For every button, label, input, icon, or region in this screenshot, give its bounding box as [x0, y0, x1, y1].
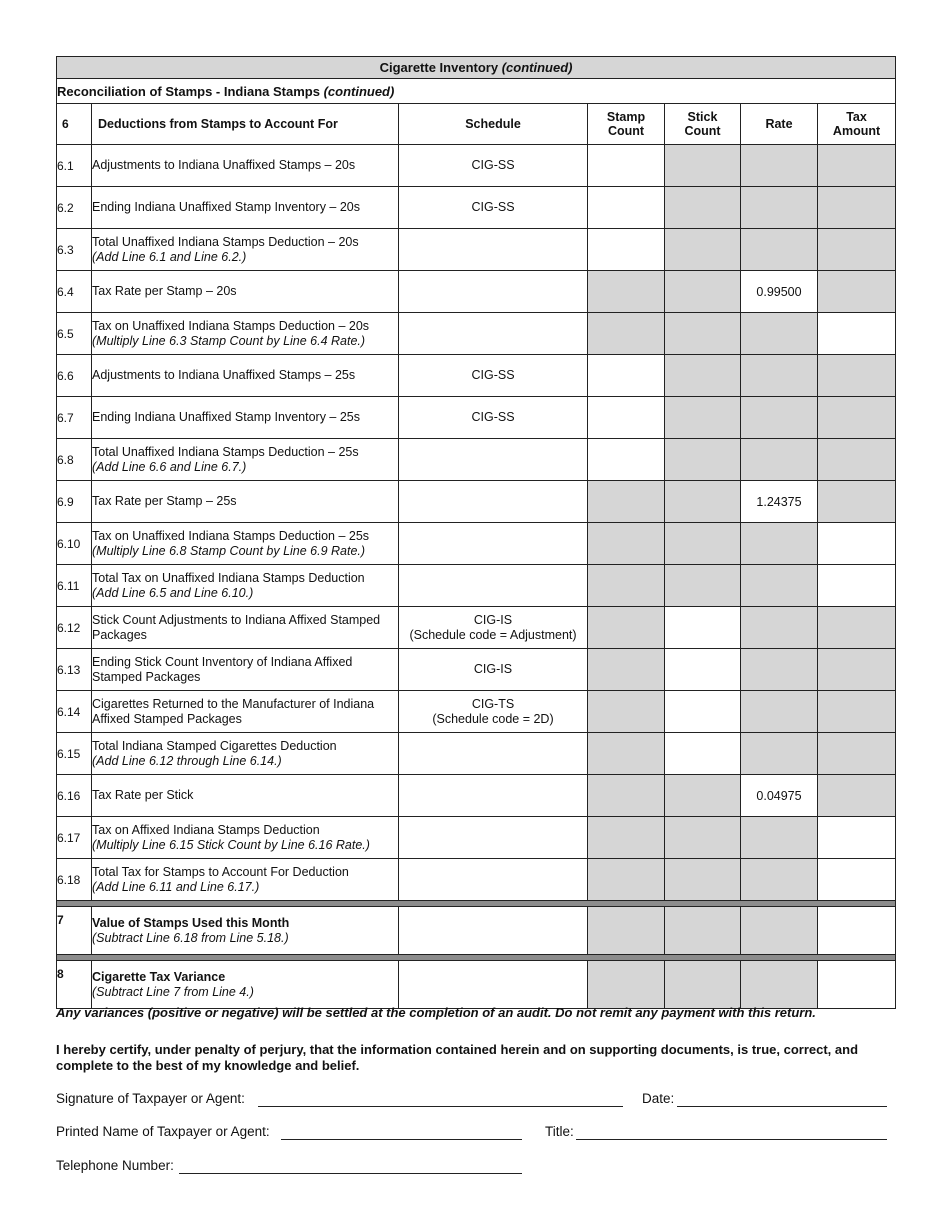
line-instruction: (Multiply Line 6.8 Stamp Count by Line 6.9 Rate.) [92, 543, 366, 558]
date-label: Date: [642, 1091, 675, 1106]
form-title [57, 57, 896, 79]
rate-cell [741, 859, 818, 901]
tax-amount-cell [818, 145, 896, 187]
line-number: 6.14 [57, 691, 92, 733]
line-description-text: Tax on Unaffixed Indiana Stamps Deduction – 25s [92, 528, 370, 543]
stick-count-cell [665, 481, 741, 523]
line-description [92, 313, 399, 355]
schedule-cell [399, 607, 588, 649]
table-row [57, 691, 896, 733]
line-number: 6.4 [57, 271, 92, 313]
col-header-stamp-count-1: Stamp [606, 110, 646, 124]
col-header-stick-count [665, 104, 741, 145]
schedule-cell [399, 775, 588, 817]
schedule-cell [399, 187, 588, 229]
schedule-code: CIG-IS [473, 612, 513, 627]
schedule-code: CIG-SS [471, 410, 515, 424]
line-instruction: (Subtract Line 7 from Line 4.) [92, 984, 254, 999]
table-row [57, 775, 896, 817]
line-description [92, 775, 399, 817]
rate-cell [741, 397, 818, 439]
stamp-count-cell [588, 271, 665, 313]
line-number: 6.11 [57, 565, 92, 607]
line-instruction: (Add Line 6.5 and Line 6.10.) [92, 585, 254, 600]
column-header-row [57, 104, 896, 145]
rate-cell [741, 187, 818, 229]
stamp-count-cell [588, 649, 665, 691]
stick-count-cell[interactable] [665, 733, 741, 775]
schedule-code: CIG-IS [473, 662, 513, 676]
line-description [92, 859, 399, 901]
schedule-cell [399, 481, 588, 523]
table-row [57, 607, 896, 649]
schedule-cell [399, 565, 588, 607]
line-instruction: (Add Line 6.1 and Line 6.2.) [92, 249, 247, 264]
line-instruction: (Multiply Line 6.3 Stamp Count by Line 6.4 Rate.) [92, 333, 366, 348]
line-number: 6.9 [57, 481, 92, 523]
line-description-text: Tax Rate per Stamp – 20s [92, 284, 237, 298]
col-header-line: 6 [57, 104, 92, 145]
schedule-cell [399, 397, 588, 439]
schedule-cell [399, 145, 588, 187]
line-description-text: Total Indiana Stamped Cigarettes Deduction [92, 738, 337, 753]
table-row [57, 313, 896, 355]
stamp-count-cell [588, 313, 665, 355]
table-row [57, 817, 896, 859]
line-number: 6.15 [57, 733, 92, 775]
stick-count-cell [665, 355, 741, 397]
line-number: 6.2 [57, 187, 92, 229]
col-header-stamp-count-2: Count [607, 124, 645, 138]
certification-statement: I hereby certify, under penalty of perjury, that the information contained herein and on supporting documents, is true, correct, and complete to the best of my knowledge and belief. [56, 1042, 859, 1073]
line-description [92, 187, 399, 229]
line-number: 8 [57, 961, 92, 1009]
line-number: 6.10 [57, 523, 92, 565]
tax-amount-cell[interactable] [818, 961, 896, 1009]
table-row [57, 145, 896, 187]
schedule-cell [399, 271, 588, 313]
col-header-tax-amount-1: Tax [846, 110, 867, 124]
tax-amount-cell[interactable] [818, 523, 896, 565]
rate-cell [741, 817, 818, 859]
telephone-label: Telephone Number: [56, 1158, 174, 1173]
line-number: 6.7 [57, 397, 92, 439]
schedule-cell [399, 961, 588, 1009]
line-description [92, 523, 399, 565]
col-header-tax-amount-2: Amount [832, 124, 881, 138]
tax-amount-cell [818, 481, 896, 523]
line-description-text: Tax Rate per Stick [92, 788, 194, 802]
rate-cell [741, 961, 818, 1009]
stamp-count-cell [588, 817, 665, 859]
stick-count-cell [665, 229, 741, 271]
schedule-cell [399, 649, 588, 691]
table-row [57, 229, 896, 271]
line-description [92, 691, 399, 733]
line-instruction: (Add Line 6.12 through Line 6.14.) [92, 753, 282, 768]
line-number: 6.13 [57, 649, 92, 691]
schedule-cell [399, 733, 588, 775]
tax-amount-cell [818, 397, 896, 439]
line-description-text: Tax Rate per Stamp – 25s [92, 494, 237, 508]
line-description [92, 145, 399, 187]
form-title-text: Cigarette Inventory [379, 60, 499, 75]
schedule-cell [399, 859, 588, 901]
rate-cell [741, 355, 818, 397]
tax-amount-cell [818, 607, 896, 649]
rate-cell [741, 523, 818, 565]
stamp-count-cell[interactable] [588, 355, 665, 397]
stick-count-cell [665, 397, 741, 439]
line-description-text: Stick Count Adjustments to Indiana Affixed Stamped Packages [92, 612, 381, 642]
stamp-count-cell[interactable] [588, 397, 665, 439]
section-subtitle-suffix: (continued) [323, 83, 395, 99]
line-description [92, 607, 399, 649]
tax-amount-cell[interactable] [818, 907, 896, 955]
total-row [57, 907, 896, 955]
col-header-stick-count-1: Stick [687, 110, 718, 124]
stamp-count-cell [588, 565, 665, 607]
telephone-row [56, 1158, 896, 1176]
rate-cell: 0.99500 [741, 271, 818, 313]
line-description [92, 355, 399, 397]
tax-amount-cell [818, 355, 896, 397]
rate-cell [741, 733, 818, 775]
schedule-code-note: (Schedule code = 2D) [432, 711, 554, 726]
line-number: 6.12 [57, 607, 92, 649]
line-number: 6.16 [57, 775, 92, 817]
date-field[interactable] [677, 1091, 887, 1107]
rate-cell [741, 565, 818, 607]
section-subtitle-text: Reconciliation of Stamps - Indiana Stamps [57, 83, 320, 99]
tax-amount-cell[interactable] [818, 313, 896, 355]
line-description [92, 439, 399, 481]
table-row [57, 481, 896, 523]
schedule-cell [399, 523, 588, 565]
line-instruction: (Add Line 6.6 and Line 6.7.) [92, 459, 247, 474]
stick-count-cell [665, 523, 741, 565]
line-description-text: Adjustments to Indiana Unaffixed Stamps – 25s [92, 368, 356, 382]
stamp-count-cell [588, 691, 665, 733]
tax-amount-cell[interactable] [818, 859, 896, 901]
stamp-count-cell [588, 775, 665, 817]
tax-amount-cell [818, 187, 896, 229]
stick-count-cell [665, 817, 741, 859]
title-label: Title: [545, 1124, 574, 1139]
schedule-cell [399, 439, 588, 481]
line-description-text: Value of Stamps Used this Month [92, 915, 290, 930]
table-row [57, 187, 896, 229]
tax-amount-cell [818, 649, 896, 691]
col-header-stick-count-2: Count [684, 124, 721, 138]
stick-count-cell [665, 907, 741, 955]
col-header-rate: Rate [741, 104, 818, 145]
line-number: 6.18 [57, 859, 92, 901]
schedule-code: CIG-SS [471, 158, 515, 172]
stamp-count-cell [588, 733, 665, 775]
section-subtitle [57, 79, 896, 104]
stamp-count-cell [588, 523, 665, 565]
line-description [92, 565, 399, 607]
rate-cell [741, 229, 818, 271]
table-row [57, 271, 896, 313]
signature-row [56, 1091, 896, 1109]
schedule-code-note: (Schedule code = Adjustment) [409, 627, 577, 642]
tax-amount-cell [818, 691, 896, 733]
line-instruction: (Subtract Line 6.18 from Line 5.18.) [92, 930, 289, 945]
line-number: 7 [57, 907, 92, 955]
stick-count-cell [665, 187, 741, 229]
table-row [57, 355, 896, 397]
tax-amount-cell [818, 271, 896, 313]
line-description-text: Total Unaffixed Indiana Stamps Deduction – 20s [92, 234, 359, 249]
col-header-stamp-count [588, 104, 665, 145]
tax-amount-cell [818, 775, 896, 817]
line-description [92, 229, 399, 271]
stick-count-cell [665, 439, 741, 481]
table-row [57, 649, 896, 691]
line-number: 6.8 [57, 439, 92, 481]
rate-cell [741, 313, 818, 355]
line-description-text: Tax on Unaffixed Indiana Stamps Deduction – 20s [92, 318, 370, 333]
col-header-schedule: Schedule [399, 104, 588, 145]
line-description-text: Ending Stick Count Inventory of Indiana Affixed Stamped Packages [92, 654, 353, 684]
stamp-count-cell [588, 607, 665, 649]
total-row [57, 961, 896, 1009]
schedule-code: CIG-TS [471, 696, 515, 711]
table-row [57, 733, 896, 775]
line-number: 6.6 [57, 355, 92, 397]
rate-cell: 0.04975 [741, 775, 818, 817]
stick-count-cell [665, 565, 741, 607]
schedule-cell [399, 817, 588, 859]
schedule-cell [399, 229, 588, 271]
tax-amount-cell[interactable] [818, 565, 896, 607]
stamp-count-cell[interactable] [588, 145, 665, 187]
title-field[interactable] [576, 1124, 887, 1140]
rate-cell [741, 607, 818, 649]
line-description-text: Cigarette Tax Variance [92, 969, 226, 984]
line-description [92, 481, 399, 523]
stamp-count-cell[interactable] [588, 229, 665, 271]
stamp-count-cell[interactable] [588, 439, 665, 481]
stick-count-cell [665, 961, 741, 1009]
rate-cell: 1.24375 [741, 481, 818, 523]
table-row [57, 859, 896, 901]
schedule-cell [399, 313, 588, 355]
table-row [57, 565, 896, 607]
col-header-tax-amount [818, 104, 896, 145]
tax-amount-cell[interactable] [818, 817, 896, 859]
line-number: 6.5 [57, 313, 92, 355]
stick-count-cell [665, 775, 741, 817]
line-description [92, 271, 399, 313]
printed-name-field[interactable] [281, 1124, 522, 1140]
stick-count-cell [665, 271, 741, 313]
rate-cell [741, 439, 818, 481]
line-description-text: Ending Indiana Unaffixed Stamp Inventory – 20s [92, 200, 360, 214]
line-description [92, 397, 399, 439]
stick-count-cell [665, 859, 741, 901]
schedule-cell [399, 907, 588, 955]
tax-amount-cell [818, 229, 896, 271]
table-row [57, 397, 896, 439]
line-description-text: Adjustments to Indiana Unaffixed Stamps – 20s [92, 158, 356, 172]
form-title-suffix: (continued) [501, 60, 573, 75]
line-description [92, 817, 399, 859]
line-description [92, 649, 399, 691]
line-description-text: Cigarettes Returned to the Manufacturer of Indiana Affixed Stamped Packages [92, 696, 375, 726]
stamp-count-cell [588, 859, 665, 901]
line-description-text: Tax on Affixed Indiana Stamps Deduction [92, 822, 320, 837]
table-row [57, 439, 896, 481]
variance-note: Any variances (positive or negative) will be settled at the completion of an audit. Do not remit any payment with this return. [56, 1005, 816, 1020]
stamp-count-cell[interactable] [588, 187, 665, 229]
printed-name-label: Printed Name of Taxpayer or Agent: [56, 1124, 270, 1139]
stamp-count-cell [588, 961, 665, 1009]
rate-cell [741, 145, 818, 187]
stick-count-cell[interactable] [665, 691, 741, 733]
stick-count-cell [665, 145, 741, 187]
line-description-text: Total Tax on Unaffixed Indiana Stamps Deduction [92, 570, 365, 585]
stick-count-cell[interactable] [665, 607, 741, 649]
line-number: 6.3 [57, 229, 92, 271]
line-description [92, 961, 399, 1009]
tax-amount-cell [818, 439, 896, 481]
col-header-description: Deductions from Stamps to Account For [92, 104, 399, 145]
stamp-count-cell [588, 907, 665, 955]
line-description [92, 733, 399, 775]
line-description-text: Total Unaffixed Indiana Stamps Deduction – 25s [92, 444, 359, 459]
stick-count-cell[interactable] [665, 649, 741, 691]
schedule-code: CIG-SS [471, 368, 515, 382]
schedule-cell [399, 355, 588, 397]
line-number: 6.1 [57, 145, 92, 187]
telephone-field[interactable] [179, 1158, 522, 1174]
stick-count-cell [665, 313, 741, 355]
table-row [57, 523, 896, 565]
printed-name-row [56, 1124, 896, 1142]
rate-cell [741, 691, 818, 733]
rate-cell [741, 649, 818, 691]
schedule-code: CIG-SS [471, 200, 515, 214]
line-instruction: (Multiply Line 6.15 Stick Count by Line 6.16 Rate.) [92, 837, 370, 852]
line-description-text: Total Tax for Stamps to Account For Deduction [92, 864, 349, 879]
stamp-count-cell [588, 481, 665, 523]
line-number: 6.17 [57, 817, 92, 859]
rate-cell [741, 907, 818, 955]
line-description-text: Ending Indiana Unaffixed Stamp Inventory – 25s [92, 410, 360, 424]
signature-field[interactable] [258, 1091, 623, 1107]
line-description [92, 907, 399, 955]
cigarette-inventory-table [56, 56, 896, 1009]
signature-label: Signature of Taxpayer or Agent: [56, 1091, 245, 1106]
schedule-cell [399, 691, 588, 733]
tax-amount-cell [818, 733, 896, 775]
line-instruction: (Add Line 6.11 and Line 6.17.) [92, 879, 260, 894]
